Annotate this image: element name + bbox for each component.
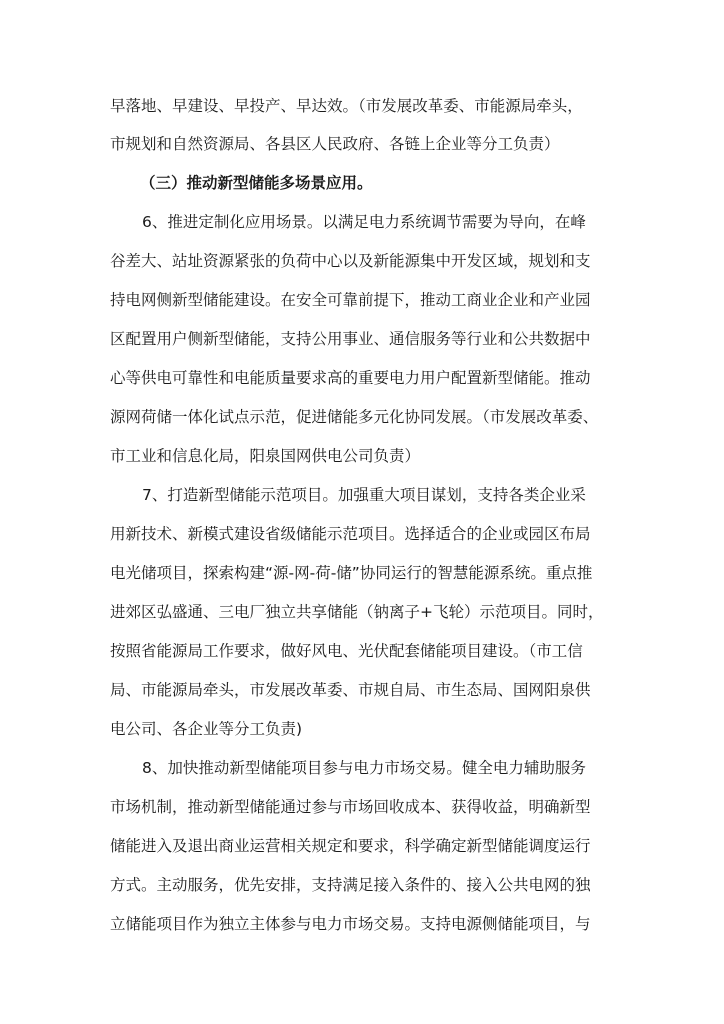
text-line: 电公司、各企业等分工负责) (110, 720, 303, 738)
text-line: 方式。主动服务，优先安排，支持满足接入条件的、接入公共电网的独 (110, 876, 591, 894)
text-line: 局、市能源局牵头，市发展改革委、市规自局、市生态局、国网阳泉供 (110, 681, 591, 699)
text-line: 区配置用户侧新型储能，支持公用事业、通信服务等行业和公共数据中 (110, 330, 591, 348)
text-line: 进郊区弘盛通、三电厂独立共享储能（钠离子+飞轮）示范项目。同时， (110, 603, 604, 621)
text-line: 心等供电可靠性和电能质量要求高的重要电力用户配置新型储能。推动 (110, 369, 591, 387)
section-heading: （三）推动新型储能多场景应用。 (140, 174, 373, 192)
text-line: 早落地、早建设、早投产、早达效。（市发展改革委、市能源局牵头， (110, 97, 583, 115)
text-line: 按照省能源局工作要求，做好风电、光伏配套储能项目建设。（市工信 (110, 642, 583, 660)
text-line: 源网荷储一体化试点示范，促进储能多元化协同发展。（市发展改革委、 (110, 408, 599, 426)
text-line: 市场机制，推动新型储能通过参与市场回收成本、获得收益，明确新型 (110, 798, 591, 816)
text-line: 储能进入及退出商业运营相关规定和要求，科学确定新型储能调度运行 (110, 837, 591, 855)
text-line: 8、加快推动新型储能项目参与电力市场交易。健全电力辅助服务 (142, 759, 586, 777)
text-line: 电光储项目，探索构建“源-网-荷-储”协同运行的智慧能源系统。重点推 (110, 564, 593, 582)
text-line: 7、打造新型储能示范项目。加强重大项目谋划，支持各类企业采 (142, 486, 586, 504)
text-line: 立储能项目作为独立主体参与电力市场交易。支持电源侧储能项目，与 (110, 915, 591, 933)
text-line: 6、推进定制化应用场景。以满足电力系统调节需要为导向，在峰 (142, 213, 586, 231)
text-line: 市工业和信息化局，阳泉国网供电公司负责） (110, 447, 421, 465)
text-line: 用新技术、新模式建设省级储能示范项目。选择适合的企业或园区布局 (110, 525, 591, 543)
text-line: 市规划和自然资源局、各县区人民政府、各链上企业等分工负责） (110, 135, 560, 153)
text-line: 谷差大、站址资源紧张的负荷中心以及新能源集中开发区域，规划和支 (110, 252, 591, 270)
text-line: 持电网侧新型储能建设。在安全可靠前提下，推动工商业企业和产业园 (110, 291, 591, 309)
